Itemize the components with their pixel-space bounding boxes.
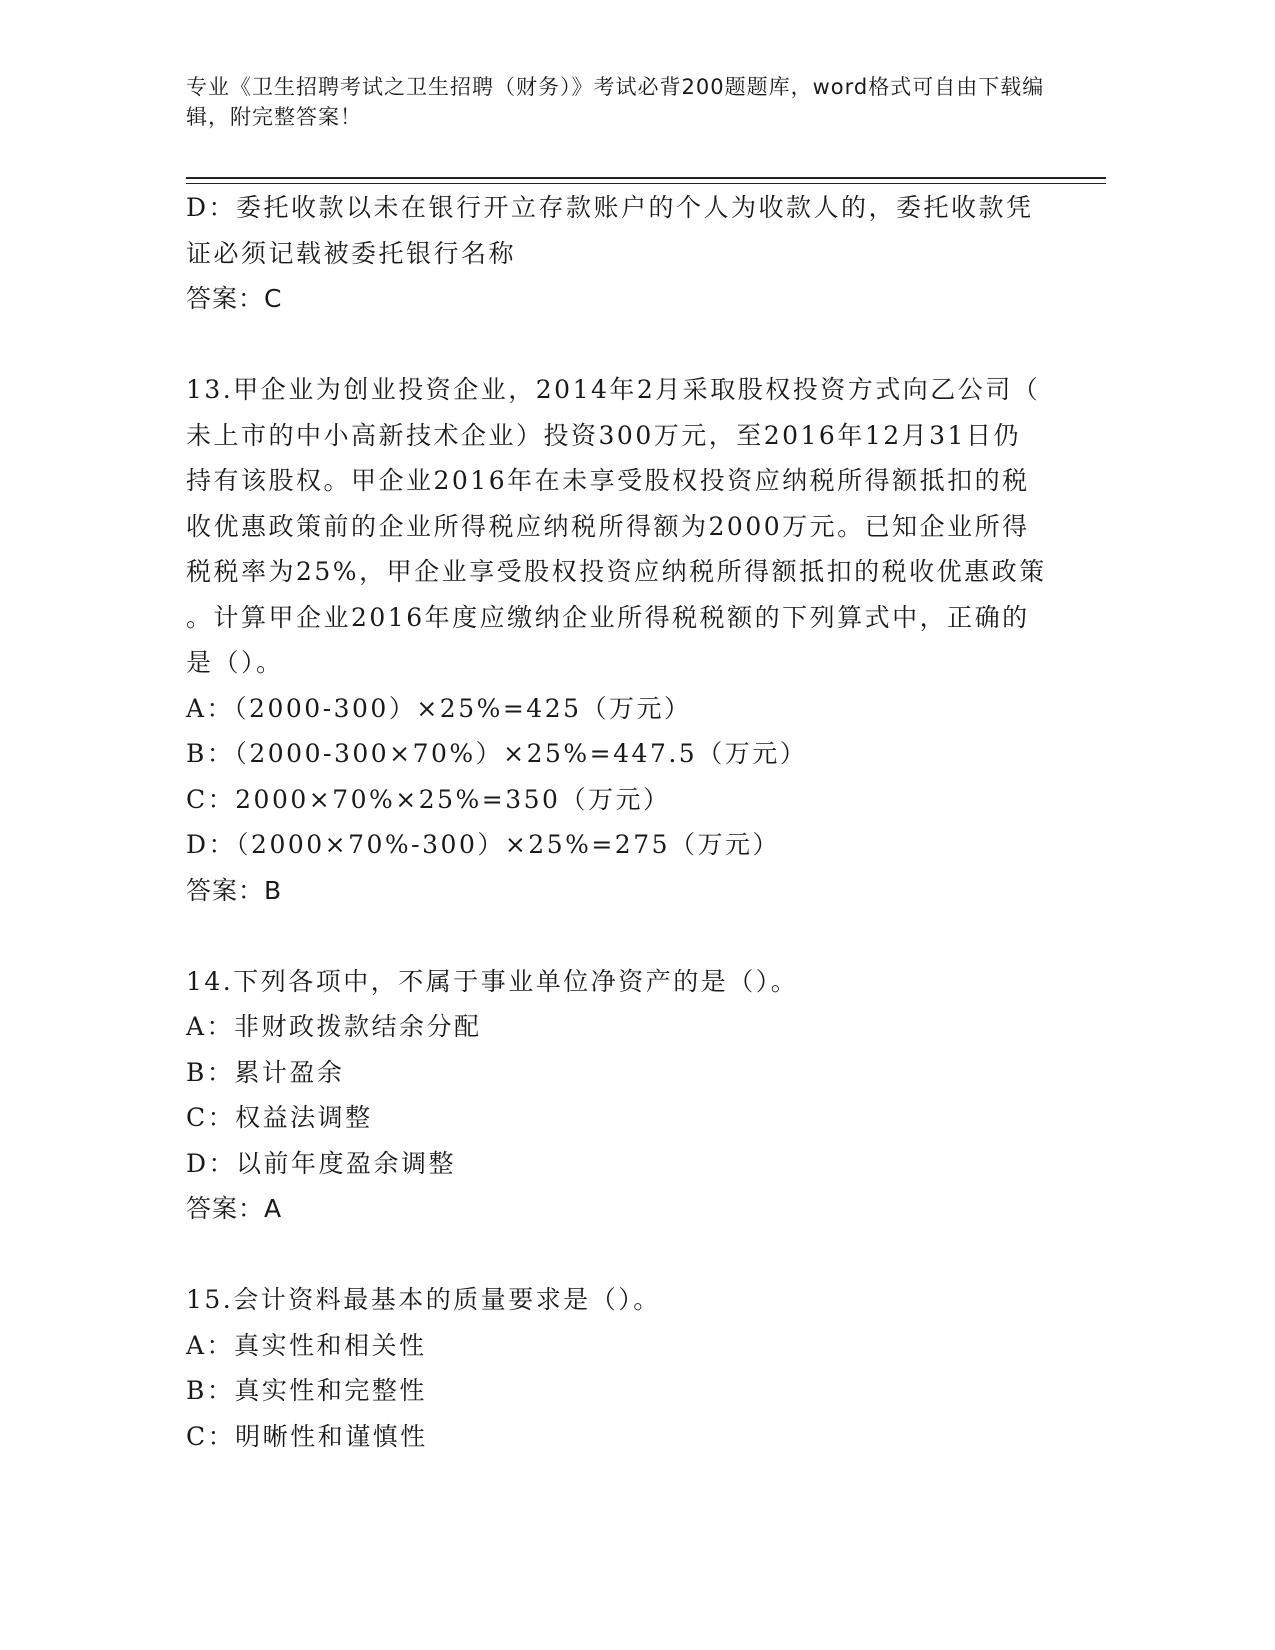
option-d: D：以前年度盈余调整 <box>186 1148 457 1178</box>
header-rule-thin <box>186 183 1106 184</box>
option-c: C：明晰性和谨慎性 <box>186 1421 428 1451</box>
question-12-tail <box>186 185 1066 322</box>
option-a: A：（2000-300）×25%=425（万元） <box>186 693 692 723</box>
question-14 <box>186 959 1066 1232</box>
question-line: 。计算甲企业2016年度应缴纳企业所得税税额的下列算式中，正确的 <box>186 602 1030 632</box>
question-line: 收优惠政策前的企业所得税应纳税所得额为2000万元。已知企业所得 <box>186 511 1030 541</box>
question-15 <box>186 1277 1066 1459</box>
header-rule-thick <box>186 177 1106 179</box>
question-line: 是（）。 <box>186 648 284 677</box>
option-d-line: D：委托收款以未在银行开立存款账户的个人为收款人的，委托收款凭 <box>186 193 1034 222</box>
document-header: 专业《卫生招聘考试之卫生招聘（财务）》考试必背200题题库，word格式可自由下载编辑，附完整答案！ <box>186 75 1045 129</box>
spacer <box>186 913 1066 959</box>
question-line: 15.会计资料最基本的质量要求是（）。 <box>186 1285 661 1314</box>
answer-line: 答案：A <box>186 1194 283 1223</box>
question-line: 13.甲企业为创业投资企业，2014年2月采取股权投资方式向乙公司（ <box>186 375 1041 404</box>
option-b: B：（2000-300×70%）×25%=447.5（万元） <box>186 739 808 768</box>
question-line: 14.下列各项中，不属于事业单位净资产的是（）。 <box>186 966 799 996</box>
question-line: 税税率为25%，甲企业享受股权投资应纳税所得额抵扣的税收优惠政策 <box>186 557 1047 586</box>
answer-line: 答案：B <box>186 875 283 905</box>
option-a: A：非财政拨款结余分配 <box>186 1012 482 1041</box>
option-c: C：2000×70%×25%=350（万元） <box>186 784 671 814</box>
option-c: C：权益法调整 <box>186 1103 373 1132</box>
answer-line: 答案：C <box>186 284 283 313</box>
spacer <box>186 1232 1066 1278</box>
question-line: 持有该股权。甲企业2016年在未享受股权投资应纳税所得额抵扣的税 <box>186 466 1030 495</box>
spacer <box>186 322 1066 368</box>
question-line: 未上市的中小高新技术企业）投资300万元，至2016年12月31日仍 <box>186 420 1021 450</box>
document-body <box>186 185 1066 1459</box>
option-d-line: 证必须记载被委托银行名称 <box>186 238 517 268</box>
option-b: B：累计盈余 <box>186 1057 345 1087</box>
option-d: D：（2000×70%-300）×25%=275（万元） <box>186 830 781 859</box>
option-a: A：真实性和相关性 <box>186 1330 427 1360</box>
question-13 <box>186 367 1066 913</box>
option-b: B：真实性和完整性 <box>186 1376 427 1405</box>
